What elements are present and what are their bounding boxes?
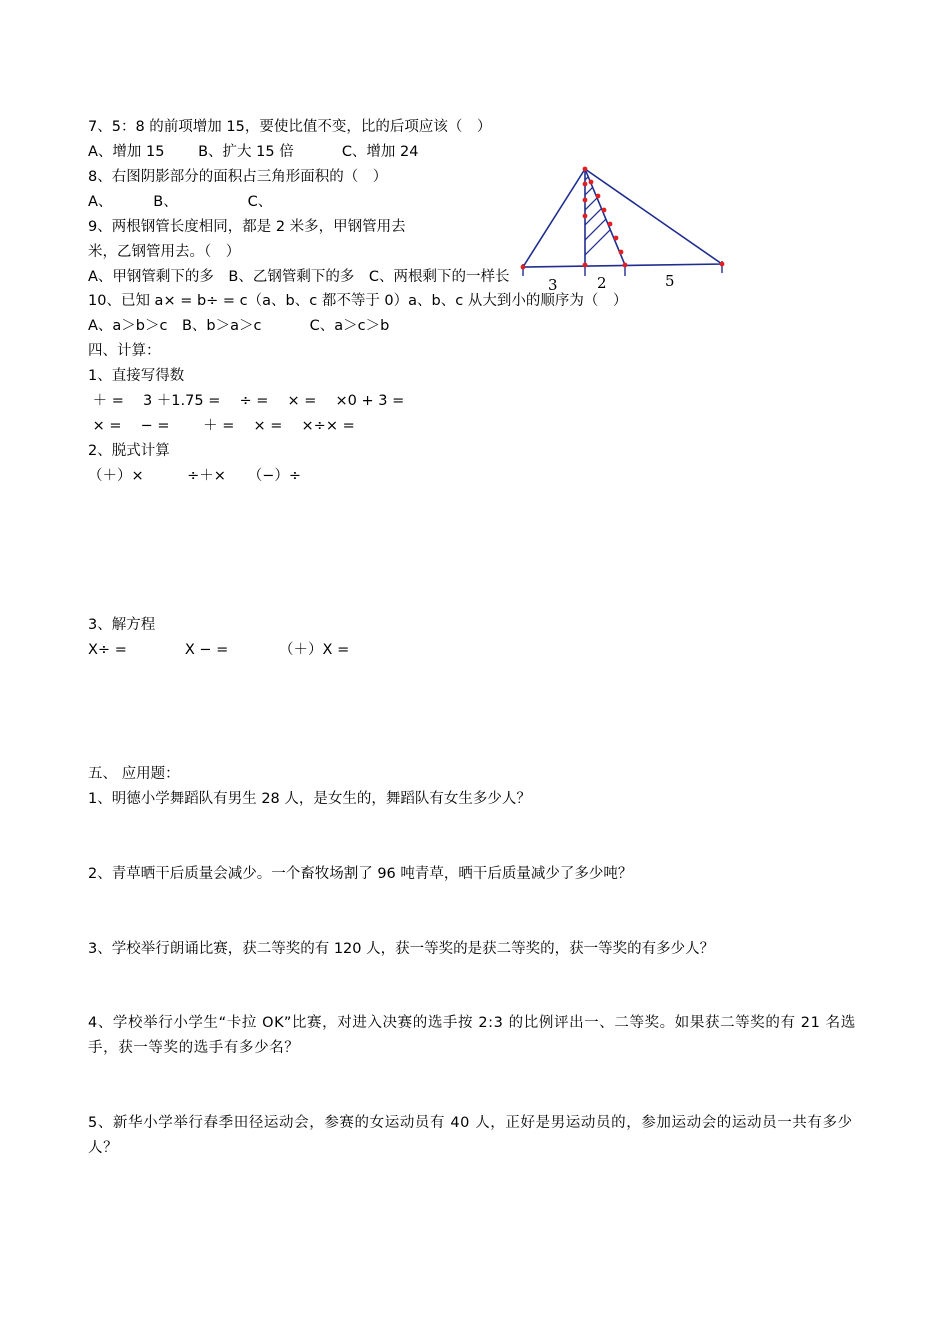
calc-row3: （＋）× ÷＋× （−）÷: [88, 468, 301, 484]
calc-row4: X÷ = X − = （＋）X =: [88, 642, 350, 658]
label-5: 5: [665, 272, 675, 290]
section-5-heading: 五、 应用题：: [88, 766, 180, 782]
problem-3: 3、学校举行朗诵比赛，获二等奖的有 120 人，获一等奖的是获二等奖的，获一等奖的有多少人？: [88, 941, 715, 957]
tick-marks: [523, 261, 722, 276]
question-8: 8、右图阴影部分的面积占三角形面积的（ ）: [88, 169, 388, 185]
section-4-heading: 四、计算：: [88, 343, 161, 359]
vertex-dots: [521, 167, 725, 270]
question-7: 7、5：8 的前项增加 15，要使比值不变，比的后项应该（ ）: [88, 119, 492, 135]
problem-2: 2、青草晒干后质量会减少。一个畜牧场割了 96 吨青草，晒干后质量减少了多少吨？: [88, 866, 633, 882]
triangle-figure: [515, 160, 730, 295]
label-2: 2: [597, 274, 607, 292]
calc-row1: ＋ = 3 ＋1.75 = ÷ = × = ×0 + 3 =: [88, 393, 405, 409]
calc-sub2: 2、脱式计算: [88, 443, 170, 459]
question-10-options: A、a＞b＞c B、b＞a＞c C、a＞c＞b: [88, 318, 390, 334]
question-9-options: A、甲钢管剩下的多 B、乙钢管剩下的多 C、两根剩下的一样长: [88, 269, 510, 285]
label-3: 3: [548, 276, 558, 294]
question-9-line1: 9、两根钢管长度相同，都是 2 米多，甲钢管用去: [88, 219, 406, 235]
question-7-options: A、增加 15 B、扩大 15 倍 C、增加 24: [88, 144, 419, 160]
problem-5: 5、新华小学举行春季田径运动会，参赛的女运动员有 40 人，正好是男运动员的，参加运动会的运动员一共有多少人？: [88, 1115, 853, 1156]
question-9-line2: 米，乙钢管用去。（ ）: [88, 244, 241, 260]
question-10: 10、已知 a× = b÷ = c（a、b、c 都不等于 0）a、b、c 从大到小的顺序为（ ）: [88, 293, 628, 309]
question-8-options: A、 B、 C、: [88, 194, 273, 210]
calc-sub1: 1、直接写得数: [88, 368, 185, 384]
problem-1: 1、明德小学舞蹈队有男生 28 人，是女生的，舞蹈队有女生多少人？: [88, 791, 531, 807]
calc-sub3: 3、解方程: [88, 617, 156, 633]
calc-row2: × = − = ＋ = × = ×÷× =: [88, 418, 355, 434]
problem-4: 4、学校举行小学生“卡拉 OK”比赛，对进入决赛的选手按 2:3 的比例评出一、二等奖。如果获二等奖的有 21 名选手，获一等奖的选手有多少名？: [88, 1015, 856, 1056]
